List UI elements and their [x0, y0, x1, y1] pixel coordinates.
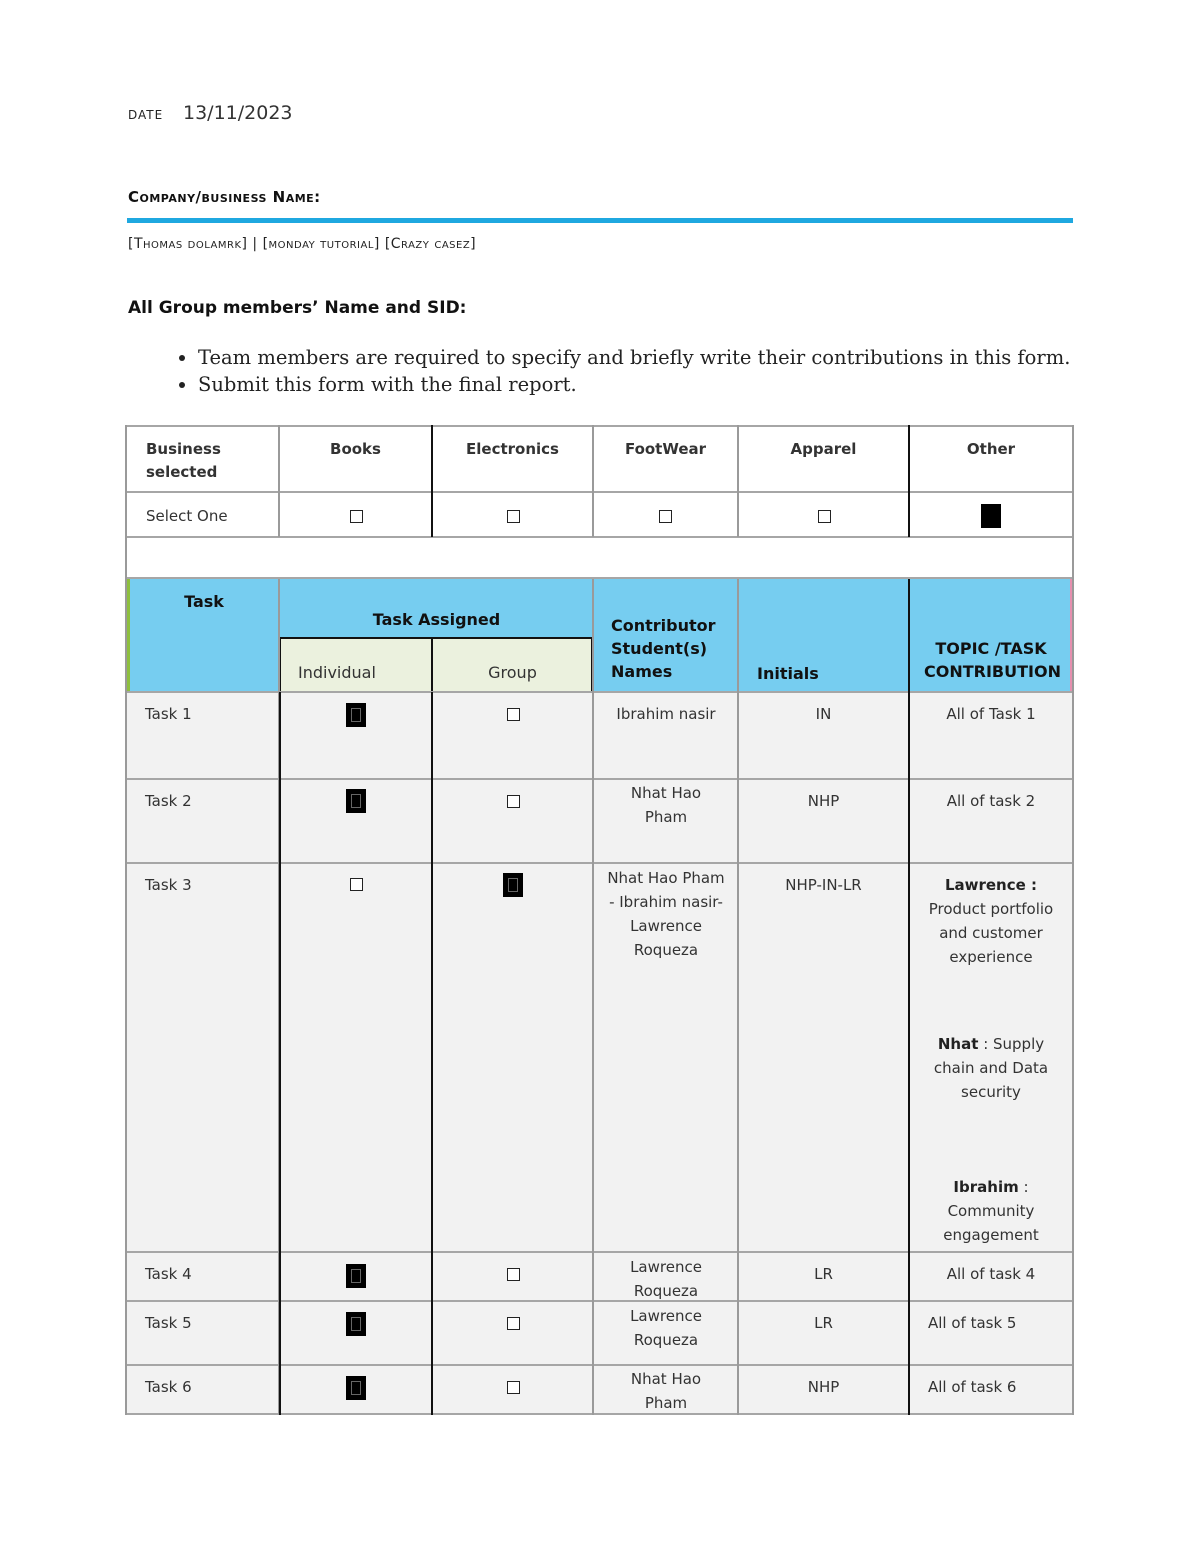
contributor-names: Lawrence Roqueza	[630, 1258, 702, 1300]
divider	[125, 577, 1074, 579]
task-assigned-header: Task Assigned	[372, 610, 501, 629]
contributor-names: Lawrence Roqueza	[630, 1307, 702, 1349]
task-contribution: All of task 5	[928, 1314, 1017, 1332]
individual-checkbox-checked[interactable]	[346, 789, 366, 813]
task-contribution: All of Task 1	[946, 705, 1036, 723]
divider	[125, 425, 1074, 427]
business-selected-label: Business selected	[146, 440, 221, 481]
initials: LR	[814, 1314, 833, 1332]
contribution-part-nhat	[928, 1032, 1054, 1104]
contributor-header: Contributor Student(s) Names	[611, 616, 716, 681]
divider	[125, 691, 1074, 693]
select-one-label: Select One	[146, 507, 228, 525]
divider	[125, 862, 1074, 864]
contributor-name: Lawrence :	[944, 876, 1038, 894]
contributor-names: Ibrahim nasir	[616, 705, 716, 723]
initials: NHP	[807, 792, 840, 810]
individual-header: Individual	[298, 663, 376, 682]
instruction-item: • Team members are required to specify and briefly write their contributions in this form.	[198, 344, 1070, 371]
initials: LR	[814, 1265, 833, 1283]
option-books-label: Books	[330, 440, 381, 458]
group-checkbox[interactable]	[507, 795, 520, 808]
instructions-list	[160, 344, 1070, 398]
individual-checkbox-checked[interactable]	[346, 1376, 366, 1400]
divider	[279, 692, 281, 1415]
books-checkbox[interactable]	[350, 510, 363, 523]
group-checkbox[interactable]	[507, 1268, 520, 1281]
contributor-names: Nhat Hao Pham	[630, 1370, 702, 1412]
divider	[125, 491, 1074, 493]
task-name: Task 2	[145, 792, 192, 810]
divider	[125, 778, 1074, 780]
task-name: Task 3	[145, 876, 192, 894]
contributor-names: Nhat Hao Pham	[630, 784, 702, 826]
contribution-part-ibrahim	[928, 1175, 1054, 1247]
contribution-text: : Community engagement	[943, 1178, 1039, 1244]
apparel-checkbox[interactable]	[818, 510, 831, 523]
contribution-text: Product portfolio and customer experience	[928, 900, 1054, 966]
initials-header: Initials	[757, 664, 819, 683]
company-name-label: Company/business Name:	[128, 188, 321, 206]
initials: NHP-IN-LR	[785, 876, 862, 894]
other-checkbox-checked[interactable]	[981, 504, 1001, 528]
option-apparel-label: Apparel	[790, 440, 857, 458]
option-electronics-label: Electronics	[466, 440, 559, 458]
instruction-item: • Submit this form with the final report.	[198, 371, 1070, 398]
task-contribution: All of task 2	[946, 792, 1036, 810]
group-checkbox[interactable]	[507, 1381, 520, 1394]
company-subline[interactable]: [Thomas dolamrk] | [monday tutorial] [Crazy casez]	[128, 236, 477, 252]
divider	[125, 425, 127, 1415]
individual-checkbox-checked[interactable]	[346, 1312, 366, 1336]
initials: IN	[815, 705, 832, 723]
contributor-name: Ibrahim	[953, 1178, 1019, 1196]
group-header: Group	[488, 663, 537, 682]
divider	[125, 536, 1074, 538]
task-name: Task 5	[145, 1314, 192, 1332]
task-contribution: All of task 6	[928, 1378, 1017, 1396]
date-value[interactable]: 13/11/2023	[183, 102, 293, 124]
option-footwear-label: FootWear	[624, 440, 707, 458]
task-contribution: All of task 4	[946, 1265, 1036, 1283]
group-checkbox[interactable]	[507, 1317, 520, 1330]
divider	[125, 1300, 1074, 1302]
header-divider	[127, 218, 1073, 223]
initials: NHP	[807, 1378, 840, 1396]
group-checkbox[interactable]	[507, 708, 520, 721]
individual-checkbox-checked[interactable]	[346, 703, 366, 727]
contribution-text: : Supply chain and Data security	[933, 1035, 1049, 1101]
group-members-title: All Group members’ Name and SID:	[128, 298, 467, 318]
electronics-checkbox[interactable]	[507, 510, 520, 523]
individual-checkbox[interactable]	[350, 878, 363, 891]
divider	[592, 579, 594, 1415]
topic-header: TOPIC /TASK CONTRIBUTION	[924, 639, 1061, 681]
task-name: Task 1	[145, 705, 192, 723]
option-other-label: Other	[966, 440, 1016, 458]
date-label: DATE	[128, 108, 164, 122]
contributor-name: Nhat	[937, 1035, 979, 1053]
divider	[431, 692, 433, 1415]
contributor-names: Nhat Hao Pham - Ibrahim nasir- Lawrence Roqueza	[607, 869, 725, 959]
task-column-header: Task	[184, 592, 224, 611]
contribution-part-lawrence	[928, 873, 1054, 969]
task-name: Task 6	[145, 1378, 192, 1396]
divider	[125, 1413, 1074, 1415]
divider	[125, 1364, 1074, 1366]
divider	[125, 1251, 1074, 1253]
group-checkbox-checked[interactable]	[503, 873, 523, 897]
footwear-checkbox[interactable]	[659, 510, 672, 523]
divider	[1072, 425, 1074, 1415]
task-name: Task 4	[145, 1265, 192, 1283]
individual-checkbox-checked[interactable]	[346, 1264, 366, 1288]
